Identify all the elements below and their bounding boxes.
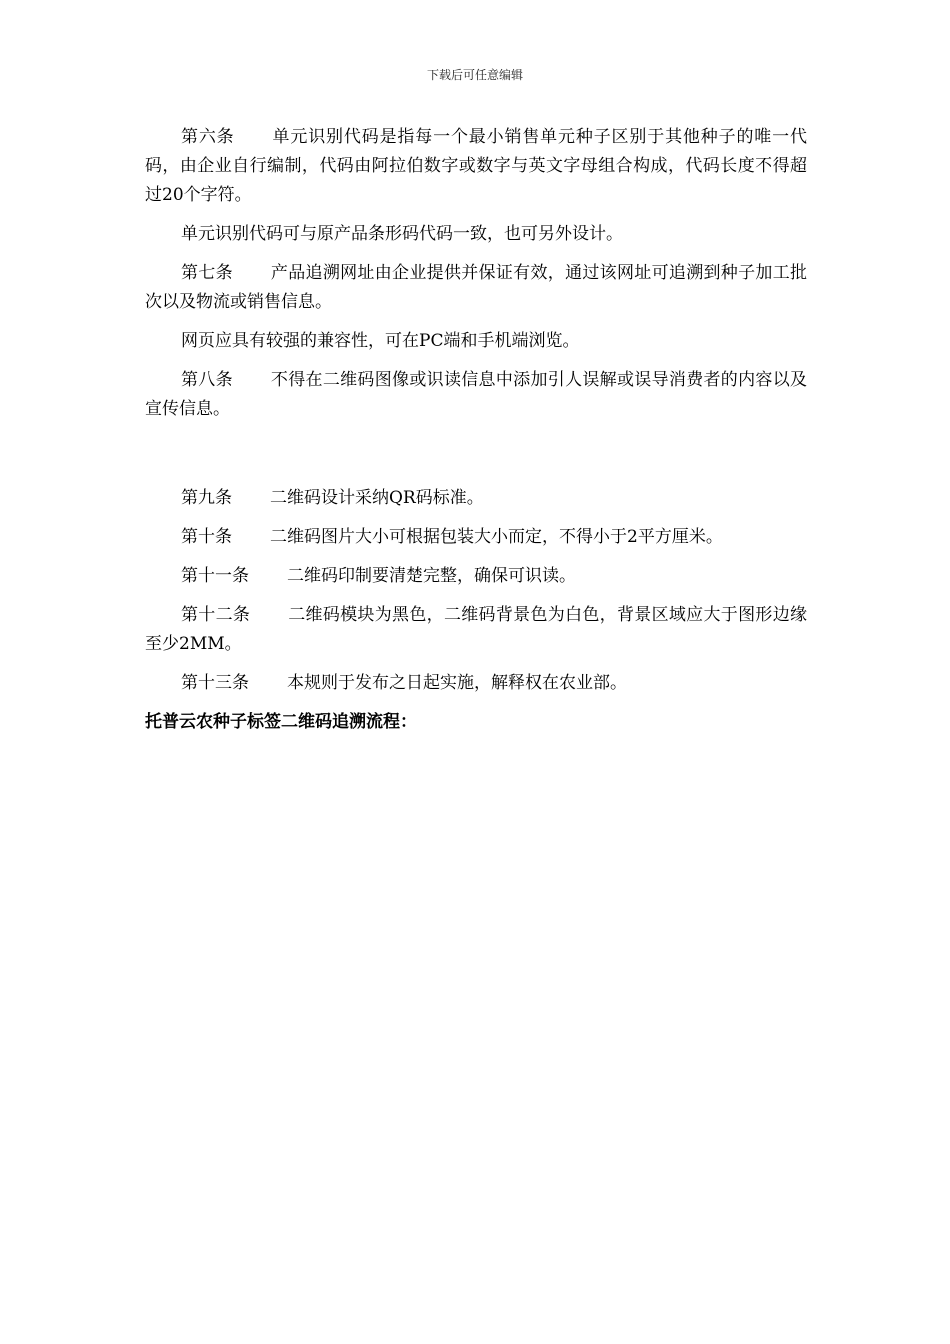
article-number: 第十条 — [181, 527, 232, 547]
article-text: 二维码印制要清楚完整，确保可识读。 — [287, 566, 576, 586]
article-10 — [145, 523, 807, 552]
article-number: 第十一条 — [181, 566, 249, 586]
article-text: 二维码模块为黑色，二维码背景色为白色，背景区域应大于图形边缘至少2MM。 — [145, 605, 808, 654]
article-text: 二维码设计采纳QR码标准。 — [270, 488, 484, 508]
article-7 — [145, 259, 807, 317]
paragraph-unit-code — [145, 220, 807, 249]
section-heading: 托普云农种子标签二维码追溯流程： — [145, 712, 417, 732]
article-12 — [145, 601, 807, 659]
article-number: 第十二条 — [181, 605, 251, 625]
article-number: 第十三条 — [181, 673, 249, 693]
article-13 — [145, 669, 807, 698]
article-number: 第八条 — [181, 370, 233, 390]
page-header: 下载后可任意编辑 — [426, 68, 523, 82]
article-number: 第九条 — [181, 488, 232, 508]
blank-space — [145, 434, 807, 484]
paragraph-text: 单元识别代码可与原产品条形码代码一致，也可另外设计。 — [181, 224, 623, 244]
article-text: 单元识别代码是指每一个最小销售单元种子区别于其他种子的唯一代码，由企业自行编制，代码由阿拉伯数字或数字与英文字母组合构成，代码长度不得超过20个字符。 — [145, 127, 807, 205]
article-6 — [145, 123, 807, 210]
article-text: 二维码图片大小可根据包装大小而定，不得小于2平方厘米。 — [270, 527, 723, 547]
article-11 — [145, 562, 807, 591]
article-text: 不得在二维码图像或识读信息中添加引人误解或误导消费者的内容以及宣传信息。 — [145, 370, 808, 419]
paragraph-text: 网页应具有较强的兼容性，可在PC端和手机端浏览。 — [181, 331, 580, 351]
paragraph-web-compat — [145, 327, 807, 356]
article-number: 第七条 — [181, 263, 233, 283]
article-text: 本规则于发布之日起实施，解释权在农业部。 — [287, 673, 627, 693]
document-body — [145, 123, 807, 737]
article-8 — [145, 366, 807, 424]
article-text: 产品追溯网址由企业提供并保证有效，通过该网址可追溯到种子加工批次以及物流或销售信息。 — [145, 263, 808, 312]
article-9 — [145, 484, 807, 513]
article-number: 第六条 — [181, 127, 235, 147]
